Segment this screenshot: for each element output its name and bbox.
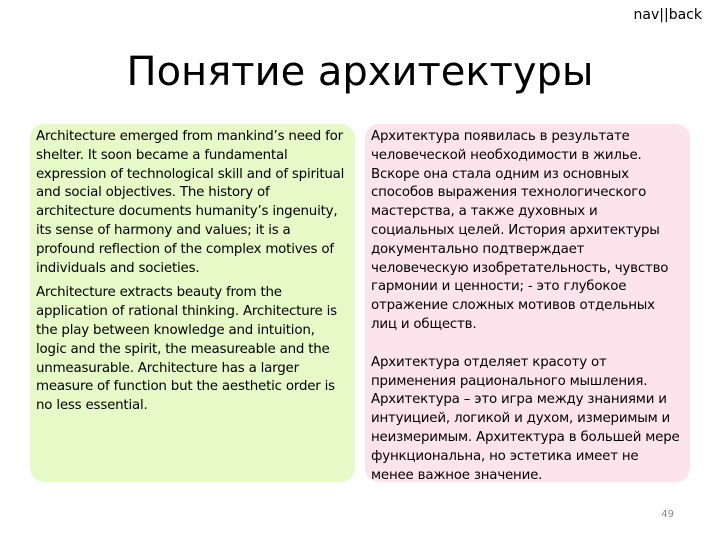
russian-text-panel (365, 124, 690, 482)
back-link[interactable]: back (668, 7, 702, 23)
russian-paragraph-1: Архитектура появилась в результате человеческой необходимости в жилье. Вскоре она стала одним из основных способов выражения технологического мастерства, а также духовных и социальных целей. История архитектуры документально подтверждает человеческую изобретательность, чувство гармонии и ценности; - это глубокое отражение сложных мотивов отдельных лиц и обществ. (371, 129, 669, 332)
nav-link[interactable]: nav (633, 7, 660, 23)
nav-separator: || (659, 7, 669, 23)
nav-links (634, 6, 702, 24)
slide-title: Понятие архитектуры (126, 49, 594, 95)
english-paragraph-2: Architecture extracts beauty from the application of rational thinking. Architecture is the play between knowledge and intuition, logic and the spirit, the measureable and the unmeasurable. Architecture has a larger measure of function but the aesthetic order is no less essential. (36, 285, 337, 414)
page-number: 49 (661, 509, 674, 520)
russian-paragraph-2: Архитектура отделяет красоту от применения рационального мышления. Архитектура – это игра между знаниями и интуицией, логикой и духом, измеримым и неизмеримым. Архитектура в большей мере функциональна, но эстетика имеет не менее важное значение. (371, 354, 680, 483)
english-paragraph-1: Architecture emerged from mankind’s need for shelter. It soon became a fundamental expression of technological skill and of spiritual and social objectives. The history of architecture documents humanity’s ingenuity, its sense of harmony and values; it is a profound reflection of the complex motives of individuals and societies. (36, 129, 345, 276)
english-text-panel (30, 124, 355, 482)
